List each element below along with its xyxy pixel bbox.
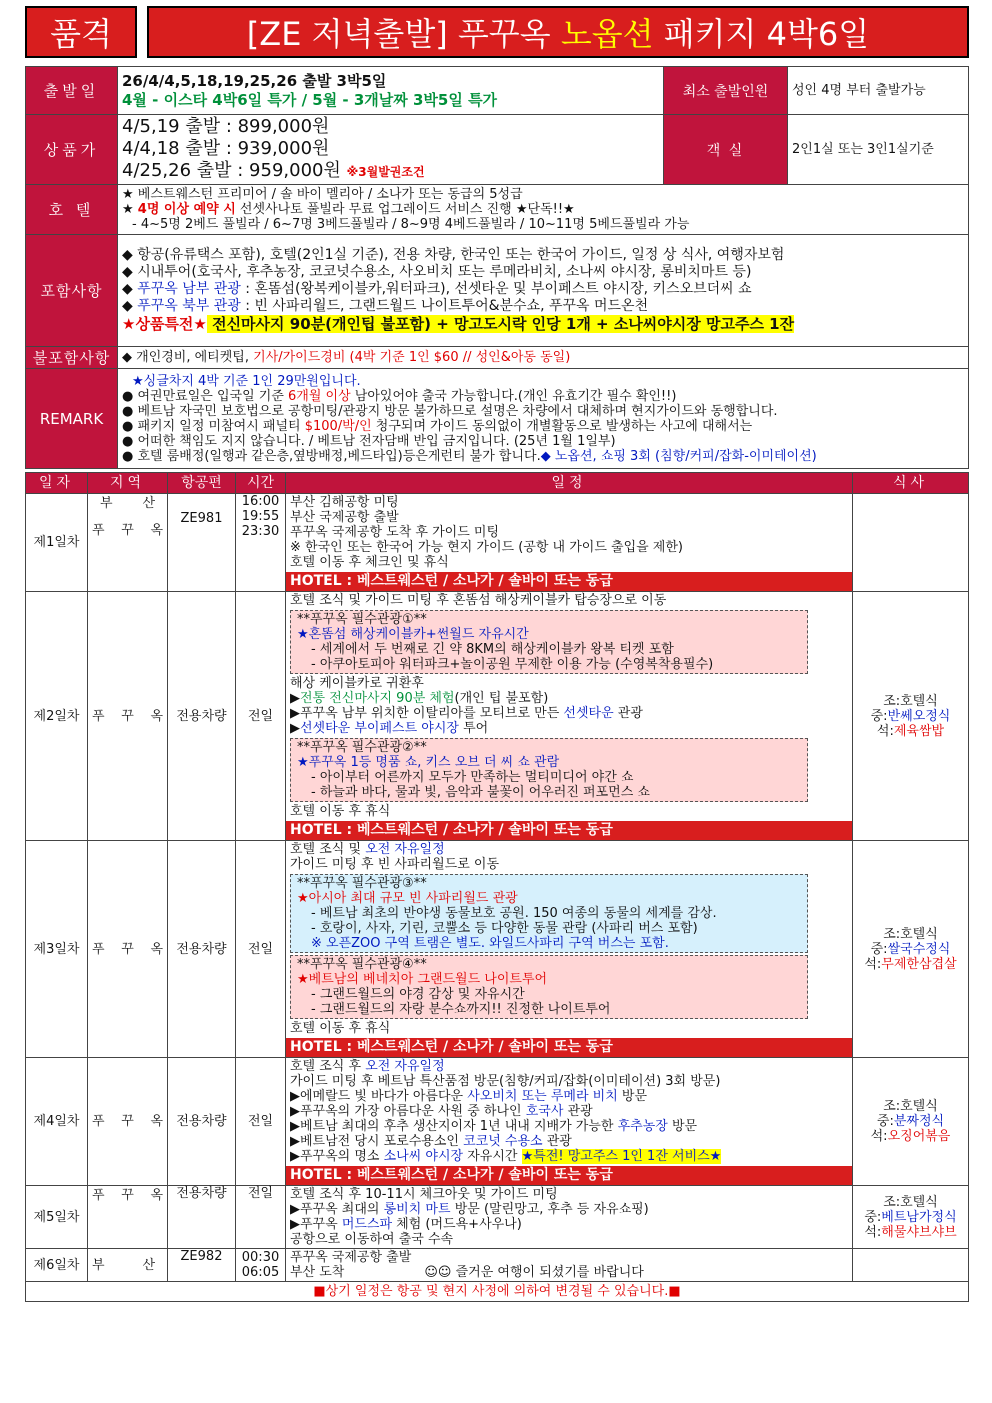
- depart-cell: [118, 67, 664, 115]
- itinerary-table: [25, 472, 969, 1302]
- arrow: ▶: [290, 691, 300, 706]
- remark-line: [122, 419, 964, 434]
- schedule-text: 호텔 조식 후: [290, 1059, 366, 1074]
- place-name: 선셋타운: [563, 706, 614, 721]
- schedule-line: [290, 721, 848, 736]
- price-line: [122, 160, 659, 183]
- meal-dinner: [853, 724, 968, 739]
- schedule-line: ※ 한국인 또는 한국어 가능 현지 가이드 (공항 내 가이드 출입을 제한): [290, 540, 684, 555]
- col-time: 시간: [236, 473, 286, 494]
- title-prefix: [ZE 저녁출발] 푸꾸옥: [246, 15, 561, 53]
- schedule-line: 부산 국제공항 출발: [290, 510, 399, 525]
- area-phuquoc: [92, 523, 163, 538]
- schedule-line: 해상 케이블카로 귀환후: [290, 676, 424, 691]
- remark-line: ● 베트남 자국민 보호법으로 공항미팅/관광지 방문 불가하므로 설명은 차량에서 대체하며 현지가이드와 동행합니다.: [122, 403, 778, 419]
- transport: 전용차량: [168, 1186, 236, 1249]
- meal-breakfast: 조:호텔식: [883, 693, 938, 709]
- box-line: - 호랑이, 사자, 기린, 코뿔소 등 다양한 동물 관람 (사파리 버스 포함): [311, 921, 698, 936]
- schedule-line: 공항으로 이동하여 출국 수속: [290, 1232, 454, 1247]
- hotel-bar: HOTEL : 베스트웨스턴 / 소나가 / 솔바이 또는 동급: [286, 1166, 852, 1185]
- schedule-line: [290, 706, 848, 721]
- must-tour-box: [290, 738, 808, 802]
- star: ★: [297, 891, 309, 906]
- schedule-line: [290, 842, 848, 857]
- schedule-line: 호텔 이동 후 체크인 및 휴식: [290, 555, 449, 570]
- area-char: 옥: [150, 1188, 163, 1203]
- grade-tag: 품격: [25, 6, 137, 58]
- meal-breakfast: 조:호텔식: [883, 1194, 938, 1210]
- meal-menu: 쌀국수정식: [887, 941, 951, 957]
- schedule-text: ▶푸꾸옥의 명소: [290, 1149, 384, 1164]
- remark-line: [122, 389, 964, 404]
- must-tour-box: [290, 610, 808, 674]
- day-row: [26, 494, 969, 592]
- remark-line: ★싱글차지 4박 기준 1인 29만원입니다.: [132, 373, 361, 389]
- meal-menu: 반쎄오정식: [887, 708, 951, 724]
- schedule-cell: [286, 1058, 853, 1186]
- meal-cell: [853, 841, 969, 1058]
- incl-special: [122, 315, 964, 334]
- title-suffix: 패키지 4박6일: [653, 15, 870, 53]
- area-phuquoc: [92, 1114, 163, 1129]
- free-time: 오전 자유일정: [365, 842, 445, 857]
- remark-text: 청구되며 가이드 동의없이 개별활동으로 발생하는 사고에 대해서는: [371, 418, 753, 434]
- excl-label: 불포함사항: [26, 347, 118, 369]
- north-tour: 푸꾸옥 북부 관광: [137, 298, 241, 314]
- time-value: 전일: [236, 1058, 286, 1186]
- box-line: - 아이부터 어른까지 모두가 만족하는 멀티미디어 야간 쇼: [311, 770, 634, 785]
- meal-prefix: 중:: [876, 1114, 894, 1129]
- time-value: 전일: [236, 1186, 286, 1249]
- area-char: 옥: [150, 708, 163, 724]
- special-text: 전신마사지 90분(개인팁 불포함) + 망고도시락 인당 1개 + 소나씨야시장 망고주스 1잔: [206, 315, 795, 333]
- schedule-line: 가이드 미팅 후 빈 사파리월드로 이동: [290, 857, 500, 872]
- area-char: 푸: [92, 523, 105, 538]
- schedule-line: [290, 1059, 848, 1074]
- meal-cell: [853, 1249, 969, 1282]
- time-value: 00:30: [241, 1250, 280, 1265]
- diamond: ◆: [122, 281, 138, 297]
- south-tour-detail: : 혼똠섬(왕복케이블카,워터파크), 선셋타운 및 부이페스트 야시장, 키스오브더씨 쇼: [240, 281, 752, 297]
- hotel-line: - 4~5명 2베드 풀빌라 / 6~7명 3베드풀빌라 / 8~9명 4베드풀빌라 / 10~11명 5베드풀빌라 가능: [132, 217, 690, 232]
- star: ★: [297, 972, 309, 987]
- time-value: 06:05: [241, 1265, 280, 1280]
- place-name: 소나씨 야시장: [383, 1149, 464, 1164]
- meal-menu: 무제한삼겹살: [881, 956, 957, 972]
- box-title: **푸꾸옥 필수관광③**: [297, 876, 427, 891]
- area-char: 부: [92, 1257, 105, 1273]
- room-label: 객 실: [664, 115, 788, 185]
- hotel-label: 호 텔: [26, 185, 118, 235]
- title-highlight: 노옵션: [560, 15, 654, 53]
- day-label: 제1일차: [26, 494, 88, 592]
- meal-prefix: 중:: [864, 1209, 882, 1225]
- remark-label: REMARK: [26, 369, 118, 469]
- meal-cell: [853, 592, 969, 841]
- area-char: 부: [100, 496, 113, 511]
- depart-label: 출발일: [26, 67, 118, 115]
- flight-number: ZE981: [168, 494, 236, 592]
- day-row: [26, 1186, 969, 1249]
- incl-line: [122, 281, 964, 298]
- remark-highlight: 6개월 이상: [288, 388, 351, 404]
- incl-line: ◆ 항공(유류택스 포함), 호텔(2인1실 기준), 전용 차량, 한국인 또는 한국어 가이드, 일정 상 식사, 여행자보험: [122, 247, 785, 263]
- box-line: - 하늘과 바다, 물과 빛, 음악과 불꽃이 어우러진 퍼포먼스 쇼: [311, 785, 650, 800]
- remark-text: 남아있어야 출국 가능합니다.(개인 유효기간 필수 확인!!): [350, 388, 677, 404]
- incl-label: 포함사항: [26, 235, 118, 347]
- schedule-line: 가이드 미팅 후 베트남 특산품점 방문(침향/커피/잡화(이미테이션) 3회 방문): [290, 1074, 721, 1089]
- remark-line: [122, 449, 964, 464]
- arrow: ▶: [290, 721, 300, 736]
- meal-menu: 베트남가정식: [881, 1209, 957, 1225]
- schedule-line: [290, 1217, 848, 1232]
- hotel-line: [122, 202, 964, 217]
- meal-menu: 분짜정식: [893, 1114, 945, 1129]
- col-area: 지역: [88, 473, 168, 494]
- excl-driver-fee: 기사/가이드경비 (4박 기준 1인 $60 // 성인&아동 동일): [253, 350, 571, 365]
- meal-prefix: 석:: [864, 1224, 882, 1240]
- meal-prefix: 석:: [876, 723, 894, 739]
- hotel-cell: [118, 185, 969, 235]
- place-name: 코코넛 수용소: [463, 1134, 543, 1149]
- schedule-text: 관광: [542, 1134, 572, 1149]
- area-cell: [88, 494, 168, 592]
- schedule-text: 자유시간: [463, 1149, 522, 1164]
- day-row: [26, 592, 969, 841]
- remark-penalty: $100/박/인: [304, 418, 372, 434]
- meal-lunch: [853, 709, 968, 724]
- box-line: - 베트남 최초의 반야생 동물보호 공원. 150 여종의 동물의 세계를 감상.: [311, 906, 717, 921]
- box-line: - 그랜드월드의 자랑 분수쇼까지!! 진정한 나이트투어: [311, 1002, 611, 1017]
- schedule-cell: [286, 1186, 853, 1249]
- transport: 전용차량: [168, 841, 236, 1058]
- remark-no-option: ◆ 노옵션, 쇼핑 3회 (침향/커피/잡화-이미테이션): [540, 448, 817, 464]
- area-char: 꾸: [121, 941, 134, 957]
- place-name: 후추농장: [617, 1119, 668, 1134]
- footer-note: ■상기 일정은 항공 및 현지 사정에 의하여 변경될 수 있습니다.■: [26, 1282, 969, 1302]
- time-value: 전일: [236, 592, 286, 841]
- schedule-line: 호텔 이동 후 휴식: [290, 1021, 391, 1036]
- col-meal: 식사: [853, 473, 969, 494]
- day-row: [26, 841, 969, 1058]
- place-name: 선셋타운 부이페스트 야시장: [300, 721, 459, 736]
- schedule-line: 호텔 이동 후 휴식: [290, 804, 391, 819]
- schedule-text: 관광: [563, 1104, 593, 1119]
- meal-prefix: 석:: [870, 1129, 888, 1144]
- area-char: 산: [142, 496, 155, 511]
- special-mango: ★특전! 망고주스 1인 1잔 서비스★: [521, 1149, 722, 1164]
- day-row: [26, 1058, 969, 1186]
- title-bar: [25, 6, 969, 58]
- price-note: ※3월발권조건: [346, 165, 425, 179]
- farewell-text: ☺☺ 즐거운 여행이 되셨기를 바랍니다: [424, 1265, 644, 1280]
- schedule-line: [290, 1202, 848, 1217]
- col-day: 일자: [26, 473, 88, 494]
- area-phuquoc: [92, 942, 163, 957]
- remark-text: ● 호텔 룸배정(일행과 같은층,옆방배정,베드타입)등은게런티 불가 합니다.: [122, 448, 541, 464]
- area-busan: [92, 496, 163, 511]
- meal-dinner: [853, 1225, 968, 1240]
- day-label: 제4일차: [26, 1058, 88, 1186]
- meal-breakfast: 조:호텔식: [883, 926, 938, 942]
- price-line: 4/4,18 출발 : 939,000원: [122, 138, 330, 159]
- incl-line: [122, 298, 964, 315]
- schedule-cell: [286, 592, 853, 841]
- star: ★: [122, 202, 138, 217]
- hotel-bar: HOTEL : 베스트웨스턴 / 소나가 / 솔바이 또는 동급: [286, 572, 852, 591]
- area-char: 옥: [150, 1114, 163, 1129]
- area-cell: [88, 1058, 168, 1186]
- day-label: 제2일차: [26, 592, 88, 841]
- hotel-upgrade-text: 선셋사나토 풀빌라 무료 업그레이드 서비스 진행 ★단독!!★: [235, 202, 575, 217]
- col-schedule: 일정: [286, 473, 853, 494]
- schedule-text: 방문 (말린망고, 후추 등 자유쇼핑): [450, 1202, 649, 1217]
- schedule-text: 방문: [667, 1119, 698, 1134]
- meal-cell: [853, 1186, 969, 1249]
- schedule-line: [290, 1119, 848, 1134]
- day-label: 제5일차: [26, 1186, 88, 1249]
- box-title: **푸꾸옥 필수관광②**: [297, 740, 427, 755]
- area-char: 꾸: [121, 1114, 134, 1129]
- day-row: [26, 1249, 969, 1282]
- area-char: 푸: [92, 1188, 105, 1203]
- remark-cell: [118, 369, 969, 469]
- meal-breakfast: 조:호텔식: [883, 1099, 938, 1114]
- schedule-line: [290, 1265, 848, 1280]
- incl-cell: [118, 235, 969, 347]
- schedule-text: ▶베트남전 당시 포로수용소인: [290, 1134, 464, 1149]
- box-subtitle: ★혼똠섬 해상케이블카+썬월드 자유시간: [297, 627, 529, 642]
- schedule-text: 체험 (머드욕+사우나): [392, 1217, 522, 1232]
- depart-special: 4월 - 이스타 4박6일 특가 / 5월 - 3개날짜 3박5일 특가: [122, 90, 498, 109]
- meal-cell: [853, 494, 969, 592]
- place-name: 롱비치 마트: [383, 1202, 451, 1217]
- box-subtitle: ★푸꾸옥 1등 명품 쇼, 키스 오브 더 씨 쇼 관람: [297, 755, 560, 770]
- schedule-line: [290, 691, 848, 706]
- place-name: 사오비치 또는 루메라 비치: [467, 1089, 618, 1104]
- info-table: [25, 66, 969, 469]
- south-tour: 푸꾸옥 남부 관광: [137, 281, 241, 297]
- area-phuquoc: [92, 1188, 163, 1203]
- area-char: 푸: [92, 708, 105, 724]
- day-label: 제3일차: [26, 841, 88, 1058]
- hotel-bar: HOTEL : 베스트웨스턴 / 소나가 / 솔바이 또는 동급: [286, 1038, 852, 1057]
- meal-menu: 해물샤브샤브: [881, 1224, 957, 1240]
- schedule-cell: [286, 494, 853, 592]
- schedule-cell: [286, 1249, 853, 1282]
- schedule-line: [290, 1104, 848, 1119]
- schedule-text: ▶푸꾸옥의 가장 아름다운 사원 중 하나인: [290, 1104, 526, 1119]
- box-line: ※ 오픈ZOO 구역 트램은 별도. 와일드사파리 구역 버스는 포함.: [311, 936, 669, 951]
- must-tour-box: [290, 874, 808, 953]
- day-label: 제6일차: [26, 1249, 88, 1282]
- price-cell: [118, 115, 664, 185]
- special-tag: ★상품특전★: [122, 315, 207, 333]
- area-char: 옥: [150, 523, 163, 538]
- time-cell: [236, 494, 286, 592]
- free-time: 오전 자유일정: [365, 1059, 445, 1074]
- area-phuquoc: [92, 709, 163, 724]
- schedule-line: [290, 1134, 848, 1149]
- schedule-text: (개인 팁 불포함): [454, 691, 549, 706]
- area-char: 산: [142, 1257, 155, 1273]
- time-value: 16:00: [241, 494, 280, 509]
- price-label: 상품가: [26, 115, 118, 185]
- meal-lunch: [853, 1210, 968, 1225]
- box-title: **푸꾸옥 필수관광①**: [297, 612, 427, 627]
- transport: 전용차량: [168, 592, 236, 841]
- minpax-value: 성인 4명 부터 출발가능: [788, 67, 969, 115]
- box-line: - 아쿠아토피아 워터파크+놀이공원 무제한 이용 가능 (수영복착용필수): [311, 657, 714, 672]
- schedule-line: 푸꾸옥 국제공항 도착 후 가이드 미팅: [290, 525, 500, 540]
- area-char: 꾸: [121, 708, 134, 724]
- north-tour-detail: : 빈 사파리월드, 그랜드월드 나이트투어&분수쇼, 푸꾸옥 머드온천: [240, 298, 649, 314]
- schedule-text: ▶에메랄드 빛 바다가 아름다운: [290, 1089, 468, 1104]
- area-char: 푸: [92, 941, 105, 957]
- col-flight: 항공편: [168, 473, 236, 494]
- schedule-text: ▶푸꾸옥 최대의: [290, 1202, 384, 1217]
- hotel-bar: HOTEL : 베스트웨스턴 / 소나가 / 솔바이 또는 동급: [286, 821, 852, 840]
- schedule-text: 호텔 조식 및: [290, 842, 366, 857]
- box-subtitle-text: 베트남의 베네치아 그랜드월드 나이트투어: [308, 972, 548, 987]
- schedule-text: ▶푸꾸옥 남부 위치한 이탈리아를 모티브로 만든: [290, 706, 564, 721]
- meal-prefix: 석:: [864, 956, 882, 972]
- box-line: - 그랜드월드의 야경 감상 및 자유시간: [311, 987, 525, 1002]
- must-tour-box: [290, 955, 808, 1019]
- time-value: 23:30: [241, 524, 280, 539]
- box-subtitle: [297, 891, 801, 906]
- area-char: 꾸: [121, 1188, 134, 1203]
- schedule-line: 푸꾸옥 국제공항 출발: [290, 1250, 412, 1265]
- schedule-line: [290, 1149, 848, 1164]
- area-char: 꾸: [121, 523, 134, 538]
- schedule-text: ▶푸꾸옥: [290, 1217, 342, 1232]
- price-line: 4/5,19 출발 : 899,000원: [122, 116, 330, 137]
- meal-lunch: [853, 1114, 968, 1129]
- meal-lunch: [853, 942, 968, 957]
- box-title: **푸꾸옥 필수관광④**: [297, 957, 427, 972]
- page-title: [147, 6, 969, 58]
- flight-number: ZE982: [168, 1249, 236, 1282]
- time-cell: [236, 1249, 286, 1282]
- area-cell: [88, 1249, 168, 1282]
- area-char: 옥: [150, 941, 163, 957]
- schedule-line: 부산 김해공항 미팅: [290, 495, 399, 510]
- area-cell: [88, 592, 168, 841]
- place-name: 호국사: [525, 1104, 564, 1119]
- remark-text: ● 패키지 일정 미참여시 패널티: [122, 418, 305, 434]
- area-char: 푸: [92, 1114, 105, 1129]
- schedule-text: 관광: [613, 706, 643, 721]
- area-cell: [88, 1186, 168, 1249]
- place-name: 머드스파: [341, 1217, 393, 1232]
- depart-dates: 26/4/4,5,18,19,25,26 출발 3박5일: [122, 71, 387, 90]
- hotel-upgrade-condition: 4명 이상 예약 시: [137, 202, 236, 217]
- time-value: 19:55: [241, 509, 280, 524]
- area-busan: [92, 1258, 163, 1273]
- schedule-text: 부산 도착: [290, 1265, 345, 1280]
- remark-text: ● 여권만료일은 입국일 기준: [122, 388, 289, 404]
- time-value: 전일: [236, 841, 286, 1058]
- box-subtitle-text: 아시아 최대 규모 빈 사파리월드 관광: [308, 891, 518, 906]
- meal-dinner: [853, 1129, 968, 1144]
- schedule-line: 호텔 조식 후 10-11시 체크아웃 및 가이드 미팅: [290, 1187, 558, 1202]
- meal-prefix: 중:: [870, 941, 888, 957]
- diamond: ◆: [122, 298, 138, 314]
- price-line-text: 4/25,26 출발 : 959,000원: [122, 160, 341, 181]
- schedule-cell: [286, 841, 853, 1058]
- meal-dinner: [853, 957, 968, 972]
- room-value: 2인1실 또는 3인1실기준: [788, 115, 969, 185]
- area-cell: [88, 841, 168, 1058]
- excl-cell: [118, 347, 969, 369]
- remark-line: ● 어떠한 책임도 지지 않습니다. / 베트남 전자담배 반입 금지입니다. (25년 1월 1일부): [122, 433, 616, 449]
- meal-prefix: 중:: [870, 708, 888, 724]
- schedule-line: [290, 1089, 848, 1104]
- incl-line: ◆ 시내투어(호국사, 후추농장, 코코넛수용소, 사오비치 또는 루메라비치, 소나씨 야시장, 롱비치마트 등): [122, 264, 752, 280]
- massage-text: 전통 전신마사지 90분 체험: [300, 691, 455, 706]
- box-line: - 세계에서 두 번째로 긴 약 8KM의 해상케이블카 왕복 티켓 포함: [311, 642, 674, 657]
- minpax-label: 최소 출발인원: [664, 67, 788, 115]
- schedule-line: 호텔 조식 및 가이드 미팅 후 혼똠섬 해상케이블카 탑승장으로 이동: [290, 593, 667, 608]
- excl-text: ◆ 개인경비, 에티켓팁,: [122, 350, 254, 365]
- meal-cell: [853, 1058, 969, 1186]
- hotel-line: ★ 베스트웨스턴 프리미어 / 솔 바이 멜리아 / 소나가 또는 동급의 5성급: [122, 187, 523, 202]
- meal-menu: 오징어볶음: [887, 1129, 951, 1144]
- meal-menu: 제육쌈밥: [893, 723, 945, 739]
- schedule-text: 방문: [617, 1089, 648, 1104]
- transport: 전용차량: [168, 1058, 236, 1186]
- schedule-text: 투어: [458, 721, 489, 736]
- schedule-text: ▶베트남 최대의 후추 생산지이자 1년 내내 지배가 가능한: [290, 1119, 618, 1134]
- box-subtitle: [297, 972, 801, 987]
